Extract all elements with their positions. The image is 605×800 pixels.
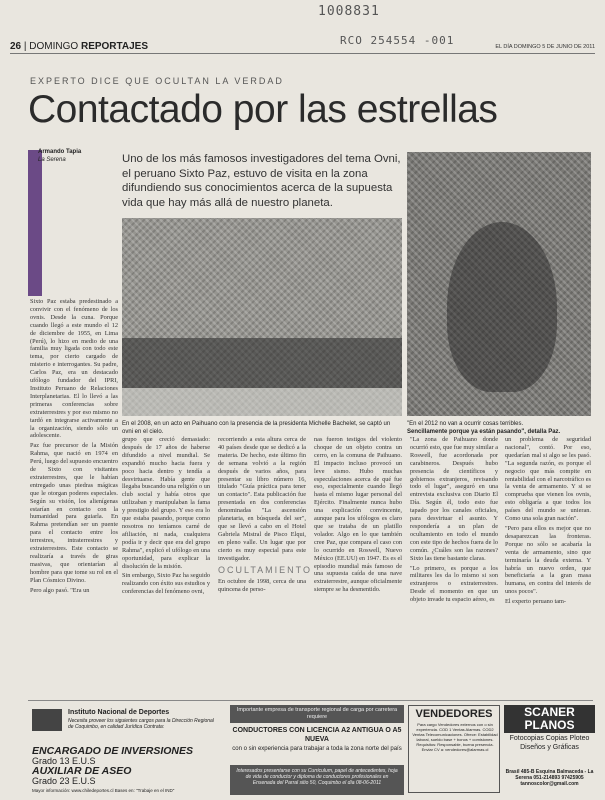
ad-contact: Brasil 485-B Esquina Balmaceda - La Serena 051-214893 97425905 tannoscolor@gmail.com: [505, 769, 594, 787]
paragraph: En octubre de 1998, cerca de una quincena de perso-: [218, 578, 306, 594]
paragraph: grupo que creció demasiado: después de 17 años de haberse difundido a nivel mundial. Se expandió mucho hacia fuera y poco hacia dentro y tendía a desvirtuarse. Había gente que llegaba buscando una religión o un club social y había otros que utilizaban y manipulaban la fama y prestigio del grupo. Y eso era lo que estaba pasando, porque como nosotros no teníamos carné de afiliación, ni nada, cualquiera podía ir y decir que era del grupo Rahma", explicó el ufólogo en una oportunidad, para explicar la disolución de la misión.: [122, 436, 210, 570]
paragraph: nas fueron testigos del violento choque de un objeto contra un cerro, en la comuna de Paihuano. El impacto incluso provocó un leve sismo. Hubo muchas especulaciones acerca de qué fue eso, especialmente cuando llegó hasta el mismo lugar personal del Ejército. Finalmente nunca hubo una explicación convincente, aunque para los ufólogos es claro que se trataba de un platillo volador. Algo en lo que también cree Paz, que compara el caso con lo ocurrido en Roswell, Nuevo México (EE.UU) en 1947. Es es el episodio mundial más famoso de una supuesta caída de una nave extraterrestre, aunque oficialmente siempre se ha desmentido.: [314, 436, 402, 594]
byline: [38, 148, 81, 164]
ad-description: Necesita proveer los siguientes cargos para la Dirección Regional de Coquimbo, en calidad Jurídica Contrata:: [68, 718, 214, 730]
ad-title: SCANER PLANOS: [504, 705, 595, 733]
archive-stamp: RCO 254554 -001: [340, 34, 455, 47]
portrait-face-shape: [447, 222, 557, 392]
paragraph: "Pero para ellos es mejor que no desaparezcan las fronteras. Porque no sólo se acabaría la venta de armamento, sino que terminaría la deuda externa. Y habría un nuevo orden, que beneficiaría a la gran masa humana, en contra del interés de unos pocos".: [505, 524, 591, 596]
ad-instructions: Interesados presentarse con su Curriculum, papel de antecedentes, hoja de vida de conductor y diploma de conductores profesionales en Ensenada del Parral sitio 50, Coquimbo el día 08-06-2011: [230, 765, 404, 795]
paragraph: Sixto Paz estaba predestinado a convivir con el fenómeno de los ovnis. Desde la cuna. Porque cuando llegó a este mundo el 12 de diciembre de 1955, en Lima (Perú), lo hizo en medio de una familia muy ligada con todo este tema, por cierto cargado de misterio e interrogantes. Su padre, Carlos Paz, era un destacado ufólogo fundador del IPRI, Instituto Peruano de Relaciones Interplanetarias. El lo llevó a las primeras conferencias sobre extraterrestres y por eso mismo no tardó en integrarse activamente a la organización, siendo sólo un adolescente.: [30, 298, 118, 440]
paragraph: El experto peruano tam-: [505, 598, 567, 606]
handwritten-number: 1008831: [318, 4, 380, 19]
article-column-1: [30, 298, 118, 597]
article-lead: Uno de los más famosos investigadores del tema Ovni, el peruano Sixto Paz, estuvo de visita en la zona difundiendo sus conocimientos acerca de la supuesta vida que hay más allá de nuestro planeta.: [122, 153, 401, 209]
portrait-caption: [407, 420, 591, 436]
event-photo: [122, 218, 402, 416]
paragraph: recorriendo a esta altura cerca de 40 países desde que se dedicó a la materia. De hecho, este último fin de semana volvió a la región después de varios años, para presentar su libro número 16, titulado "Guía práctica para tener un contacto". Esta publicación fue presentada en dos conferencias denominadas "La ascensión planetaria, en búsqueda del ser", que se llevó a cabo en el Hotel Gabriela Mistral de Pisco Elqui, en pleno valle. Un lugar que por cierto es muy especial para este investigador.: [218, 436, 306, 562]
sellers-job-ad: [408, 705, 500, 793]
ad-services: Fotocopias Copias Ploteo Diseños y Gráficas: [509, 735, 590, 751]
author-name: Armando Tapia: [38, 149, 82, 155]
drop-cap-block: [28, 150, 42, 296]
classified-ads-strip: [28, 700, 593, 794]
header-left: 26 | DOMINGO REPORTAJES: [10, 41, 149, 52]
deportes-job-ad: [28, 705, 226, 793]
job-title-1: ENCARGADO DE INVERSIONES: [32, 745, 194, 757]
job-title-2: AUXILIAR DE ASEO: [32, 765, 132, 777]
paragraph: Sin embargo, Sixto Paz ha seguido realizando con éxito sus estudios y conferencias del fenómeno ovni,: [122, 572, 210, 596]
paragraph: Paz fue precursor de la Misión Rahma, que nació en 1974 en Perú, luego del supuesto encuentro de Sixto con visitantes extraterrestres, que le habían entregado unas piedras mágicas que le otorgan poderes especiales. Según su visión, los alienígenas estarían en contacto con la humanidad para guiarla. En Rahma pretendían ser un puente para el contacto entre los terrestres, intraterrestres y extraterrestres. Este contacto se realizaría a través de giras masivas, que orientarían al hombre para que tome su rol en el Plan Cósmico Divino.: [30, 442, 118, 584]
government-logo-icon: [32, 709, 62, 731]
ad-title: VENDEDORES: [415, 708, 493, 720]
ad-org-name: Instituto Nacional de Deportes: [68, 709, 170, 716]
portrait-photo: [407, 152, 591, 416]
ad-header: Importante empresa de transporte regional de carga por carretera requiere: [230, 705, 404, 723]
scanner-print-ad: [504, 705, 595, 793]
ad-main-title: CONDUCTORES CON LICENCIA A2 ANTIGUA O A5 NUEVA: [232, 727, 402, 743]
author-location: La Serena: [38, 157, 66, 163]
drivers-job-ad: [230, 705, 404, 793]
ad-text: Para cargo Vendedores externos con o sin experiencia. COD 1 Ventas Alarmas. COD2 Ventas Telecomunicaciones. Ofrece: Estabilidad laboral, sueldo base + bonos + comisiones. Requisitos: Responsable, buena presencia. Enviar CV a: vendedores@alarmas.cl: [412, 722, 498, 752]
section-prefix: DOMINGO: [29, 41, 79, 52]
article-column-4: [314, 436, 402, 596]
date-line: EL DÍA DOMINGO 5 DE JUNIO DE 2011: [495, 43, 595, 50]
page-number: 26: [10, 41, 22, 52]
job-grade-2: Grado 23 E.U.S: [32, 776, 96, 786]
section-subhead: OCULTAMIENTO: [218, 564, 313, 575]
floor-shape: [122, 388, 402, 416]
job-grade-1: Grado 13 E.U.S: [32, 756, 96, 766]
ad-subtitle: con o sin experiencia para trabajar a toda la zona norte del país: [232, 746, 402, 752]
page-header: [10, 40, 595, 54]
portrait-caption-sub: Sencillamente porque ya están pasando", detalla Paz.: [407, 429, 561, 435]
article-column-6: [505, 436, 591, 608]
section-name: REPORTAJES: [80, 41, 149, 52]
paragraph: "La zona de Paihuano donde ocurrió esto, que fue muy similar a Roswell, fue acordonada por carabineros. Después hubo presencia de científicos y gobiernos extranjeros, revisando todo el lugar", aseguró en una entrevista exclusiva con Diario El Día. Según él, todo esto fue tapado por los canales oficiales, para desvirtuar el asunto. Y respondería a un plan de ocultamiento en todo el mundo con este tipo de hechos fuera de lo común. ¿Cuáles son las razones? Sixto las tiene bastante claras.: [410, 436, 498, 562]
article-column-5: [410, 436, 498, 606]
paragraph: "Lo primero, es porque a los militares les da lo mismo si son extranjeros o extraterrestres. Desde el momento en que un objeto invade tu espacio aéreo, es: [410, 564, 498, 604]
paragraph: un problema de seguridad nacional", contó. Por eso, quedarían mal si algo se les pasó. "La segunda razón, es porque el negocio que más compite en rentabilidad con el narcotráfico es la venta de armamento. Y si se comprueba que vienen los ovnis, esto obligaría a que todos los países del mundo se unieran. Como una sola gran nación".: [505, 436, 591, 523]
ad-footer: Mayor información: www.chiledeportes.cl Bases en: "Trabaje en el IND": [32, 788, 175, 793]
portrait-caption-text: "En el 2012 no van a ocurrir cosas terribles.: [407, 421, 524, 427]
event-photo-caption: En el 2008, en un acto en Paihuano con la presencia de la presidenta Michelle Bachelet, se captó un ovni en el cielo.: [122, 421, 391, 435]
article-kicker: EXPERTO DICE QUE OCULTAN LA VERDAD: [30, 76, 284, 86]
article-headline: Contactado por las estrellas: [28, 88, 498, 131]
paragraph: Pero algo pasó. "Era un: [30, 586, 90, 594]
crowd-shape: [122, 338, 402, 388]
article-column-2: [122, 436, 210, 598]
article-column-3: [218, 436, 313, 596]
